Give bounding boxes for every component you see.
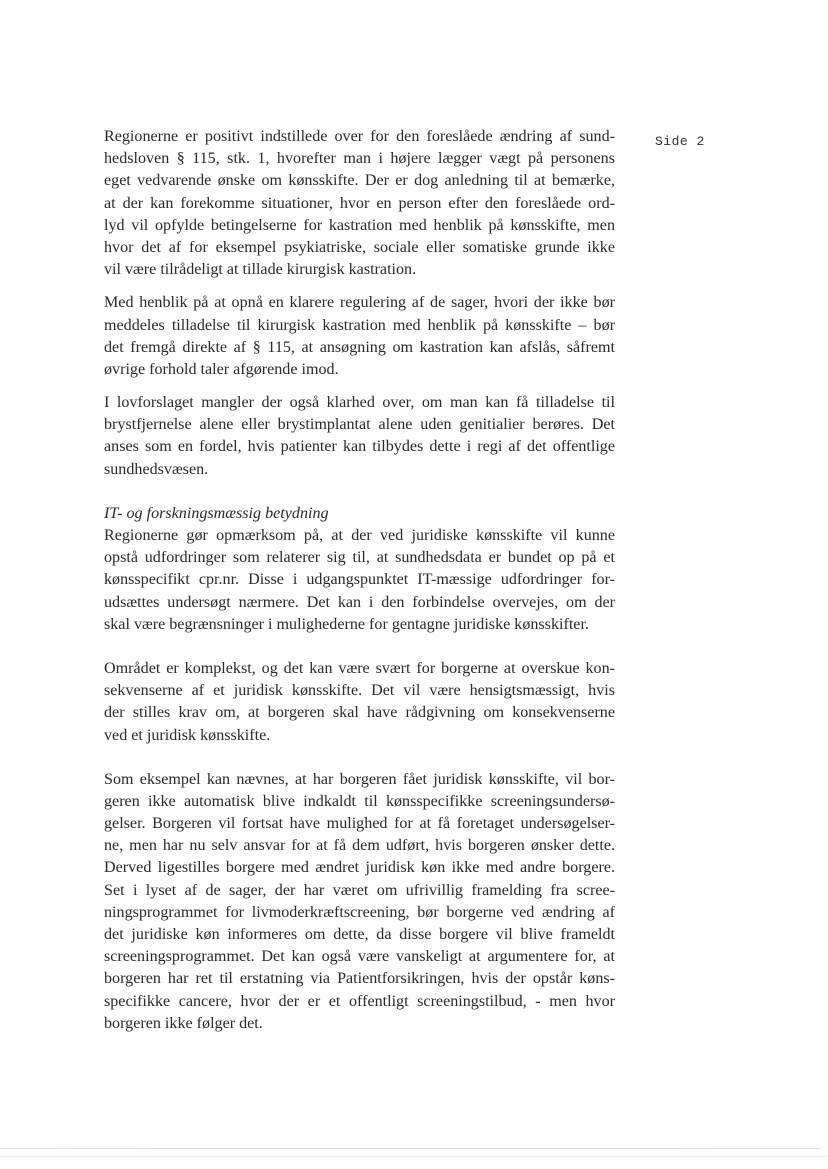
text-line: opstå udfordringer som relaterer sig til, at sundhedsdata er bundet op på et [104,549,615,567]
document-body [104,126,615,1035]
scan-artifact-line [0,1148,820,1149]
text-line: Med henblik på at opnå en klarere regulering af de sager, hvori der ikke bør [104,294,615,312]
text-line: at der kan forekomme situationer, hvor en person efter den foreslåede ord- [104,194,615,212]
text-line: det juridiske køn informeres om dette, da disse borgere vil blive frameldt [104,926,615,943]
text-line: øvrige forhold taler afgørende imod. [104,360,339,378]
text-line: Regionerne gør opmærksom på, at der ved juridiske kønsskifte vil kunne [104,527,615,544]
text-line: borgeren ikke følger det. [104,1014,263,1032]
text-line: ved et juridisk kønsskifte. [104,726,271,744]
text-line: screeningsprogrammet. Det kan også være vanskeligt at argumentere for, at [104,948,615,966]
paragraph-5 [104,658,615,747]
text-line: borgeren har ret til erstatning via Patientforsikringen, hvis der opstår køns- [104,970,615,988]
text-line: ningsprogrammet for livmoderkræftscreening, bør borgerne ved ændring af [104,903,615,921]
page-number: Side 2 [655,134,705,149]
text-line: specifikke cancere, hvor der er et offentligt screeningstilbud, - men hvor [104,992,615,1010]
text-line: I lovforslaget mangler der også klarhed over, om man kan få tilladelse til [104,394,615,412]
text-line: kønsspecifikt cpr.nr. Disse i udgangspunktet IT-mæssige udfordringer for- [104,571,615,589]
text-line: hedsloven § 115, stk. 1, hvorefter man i højere lægger vægt på personens [104,150,615,168]
text-line: skal være begrænsninger i mulighederne for gentagne juridiske kønsskifter. [104,615,589,633]
paragraph-6 [104,769,615,1035]
text-line: udsættes undersøgt nærmere. Det kan i den forbindelse overvejes, om der [104,593,615,611]
text-line: Området er komplekst, og det kan være svært for borgerne at overskue kon- [104,659,615,677]
text-line: anses som en fordel, hvis patienter kan tilbydes dette i regi af det offentlige [104,438,615,456]
scan-artifact-line [0,1156,828,1157]
section-heading: IT- og forskningsmæssig betydning [104,504,329,522]
text-line: der stilles krav om, at borgeren skal have rådgivning om konsekvenserne [104,704,615,722]
text-line: brystfjernelse alene eller brystimplantat alene uden genitialier berøres. Det [104,416,615,434]
text-line: hvor det af for eksempel psykiatriske, sociale eller somatiske grunde ikke [104,238,615,256]
text-line: meddeles tilladelse til kirurgisk kastration med henblik på kønsskifte – bør [104,316,615,334]
text-line: sundhedsvæsen. [104,460,209,478]
text-line: gelser. Borgeren vil fortsat have mulighed for at få foretaget undersøgelser- [104,815,615,833]
text-line: geren ikke automatisk blive indkaldt til kønsspecifikke screeningsundersø- [104,792,615,810]
text-line: Set i lyset af de sager, der har været om ufrivillig framelding fra scree- [104,881,615,899]
text-line: Som eksempel kan nævnes, at har borgeren fået juridisk kønsskifte, vil bor- [104,770,615,788]
paragraph-1 [104,126,615,281]
text-line: vil være tilrådeligt at tillade kirurgisk kastration. [104,261,417,279]
paragraph-4 [104,503,615,636]
paragraph-2 [104,292,615,381]
text-line: lyd vil opfylde betingelserne for kastration med henblik på kønsskifte, men [104,216,615,234]
text-line: Regionerne er positivt indstillede over for den foreslåede ændring af sund- [104,128,615,145]
text-line: Derved ligestilles borgere med ændret juridisk køn ikke med andre borgere. [104,859,615,877]
text-line: det fremgå direkte af § 115, at ansøgning om kastration kan afslås, såfremt [104,338,615,356]
paragraph-3 [104,392,615,481]
text-line: eget vedvarende ønske om kønsskifte. Der er dog anledning til at bemærke, [104,172,615,190]
text-line: sekvenserne af et juridisk kønsskifte. Det vil være hensigtsmæssigt, hvis [104,682,615,700]
text-line: ne, men har nu selv ansvar for at få dem udført, hvis borgeren ønsker dette. [104,837,615,855]
